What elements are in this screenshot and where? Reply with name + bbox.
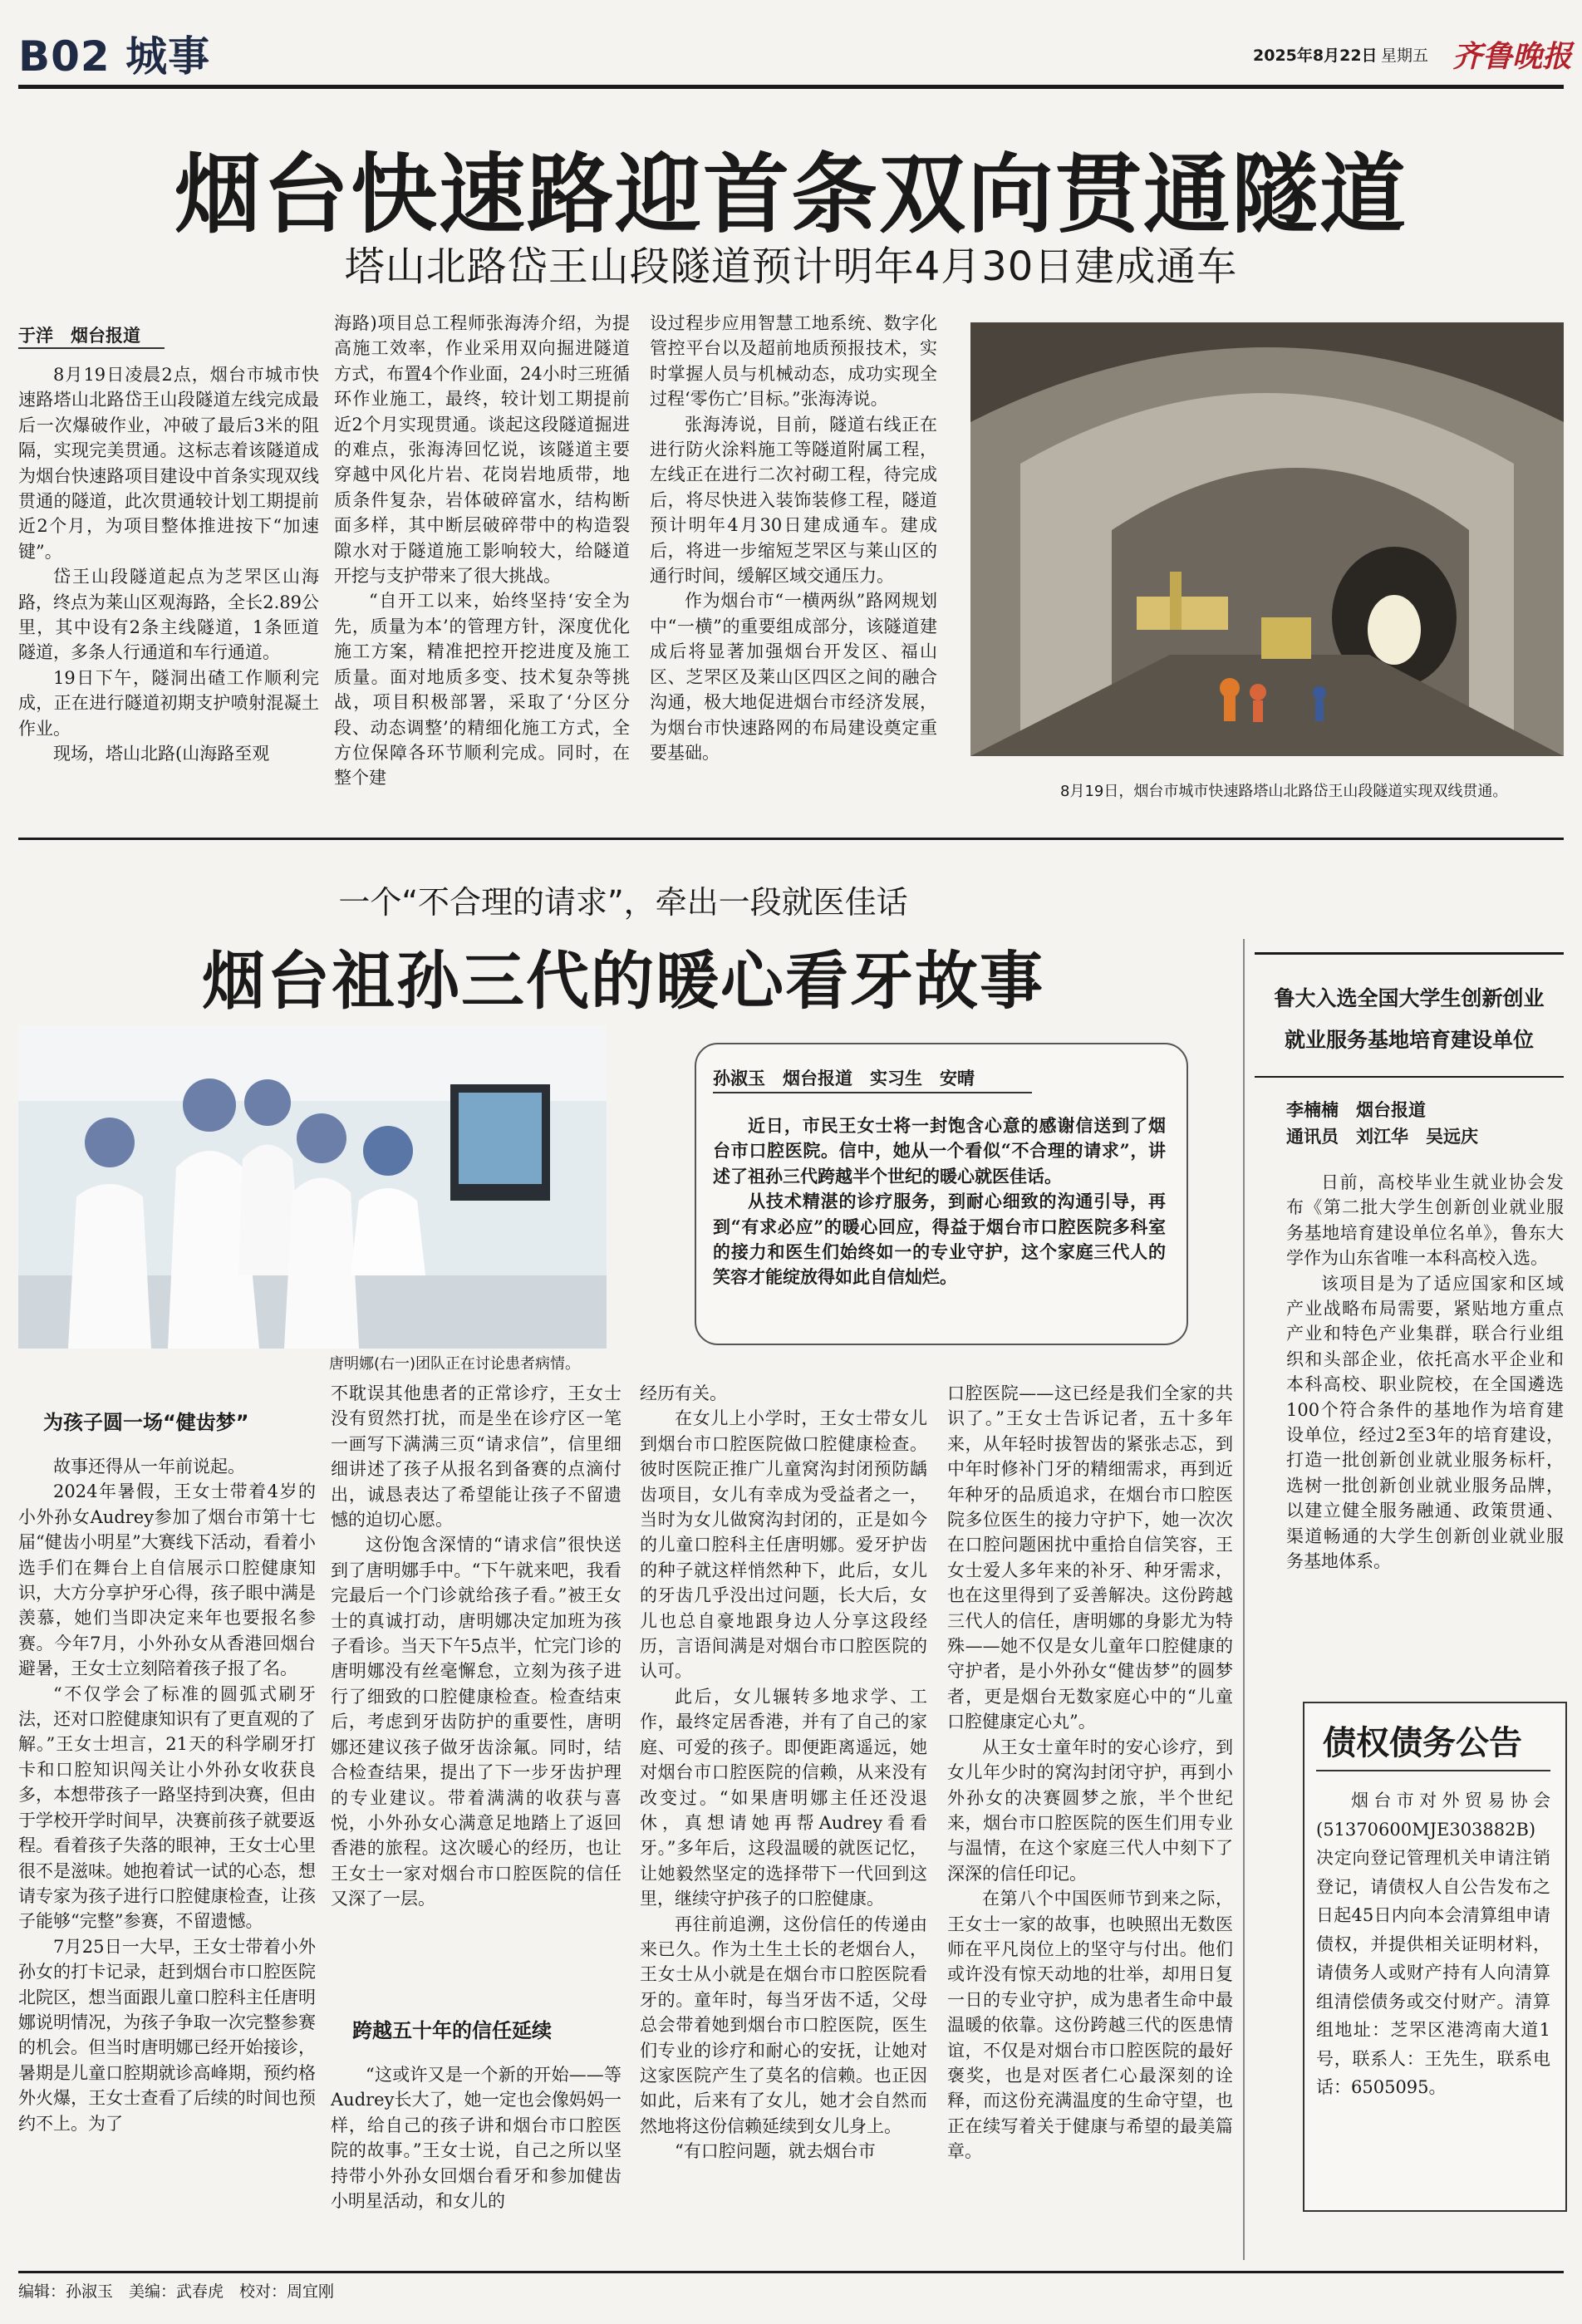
story1-byline: 于洋 烟台报道 [18,326,140,346]
paragraph: “有口腔问题，就去烟台市 [675,2141,876,2162]
sidebar-byline: 李楠楠 烟台报道 [1286,1100,1426,1120]
notice-title: 债权债务公告 [1323,1724,1522,1762]
sidebar-body [1286,1170,1564,1575]
section-divider [18,838,1564,840]
notice-rule [1316,1770,1550,1771]
paragraph: “这或许又是一个新的开始——等Audrey长大了，她一定也会像妈妈一样，给自己的孩子讲和烟台市口腔医院的故事。”王女士说，自己之所以坚持带小外孙女回烟台看牙和参加健齿小明星活动，和女儿的 [331,2065,622,2212]
sidebar-rule [1255,952,1564,955]
story1-column-3 [650,311,937,765]
story2-column-2 [331,1381,622,1912]
paragraph: 日前，高校毕业生就业协会发布《第二批大学生创新创业就业服务基地培育建设单位名单》，鲁东大学作为山东省唯一本科高校入选。 [1286,1172,1564,1269]
story2-column-2b [331,2062,622,2213]
notice-body [1316,1786,1550,2102]
tunnel-photo [970,322,1564,756]
paragraph: 从技术精湛的诊疗服务，到耐心细致的沟通引导，再到“有求必应”的暖心回应，得益于烟台市口腔医院多科室的接力和医生们始终如一的专业守护，这个家庭三代人的笑容才能绽放得如此自信灿烂。 [713,1191,1166,1288]
paragraph: 7月25日一大早，王女士带着小外孙女的打卡记录，赶到烟台市口腔医院北院区，想当面跟儿童口腔科主任唐明娜说明情况，为孩子争取一次完整参赛的机会。但当时唐明娜已经开始接诊，暑期是儿童口腔期就诊高峰期，预约格外火爆，王女士查看了后续的时间也预约不上。为了 [18,1936,316,2134]
paragraph: 此后，女儿辗转多地求学、工作，最终定居香港，并有了自己的家庭、可爱的孩子。即便距离遥远，她对烟台市口腔医院的信赖，从来没有改变过。“如果唐明娜主任还没退休，真想请她再帮Audrey看看牙。”多年后，这段温暖的就医记忆，让她毅然坚定的选择带下一代回到这里，继续守护孩子的口腔健康。 [640,1686,927,1909]
story2-column-3 [640,1381,927,2164]
newspaper-logo: 齐鲁晚报 [1452,39,1573,74]
masthead-rule [18,85,1564,89]
paragraph: 这份饱含深情的“请求信”很快送到了唐明娜手中。“下午就来吧，我看完最后一个门诊就给孩子看。”被王女士的真诚打动，唐明娜决定加班为孩子看诊。当天下午5点半，忙完门诊的唐明娜没有丝毫懈怠，立刻为孩子进行了细致的口腔健康检查。检查结束后，考虑到牙齿防护的重要性，唐明娜还建议孩子做牙齿涂氟。同时，结合检查结果，提出了下一步牙齿护理的专业建议。带着满满的收获与喜悦，小外孙女心满意足地踏上了返回香港的旅程。这次暖心的经历，也让王女士一家对烟台市口腔医院的信任又深了一层。 [331,1535,622,1909]
page-credits: 编辑：孙淑玉 美编：武春虎 校对：周宜刚 [18,2282,335,2301]
paragraph: 近日，市民王女士将一封饱含心意的感谢信送到了烟台市口腔医院。信中，她从一个看似“不合理的请求”，讲述了祖孙三代跨越半个世纪的暖心就医佳话。 [713,1115,1166,1187]
story1-column-1 [18,362,319,767]
footer-rule [18,2271,1564,2273]
issue-weekday: 星期五 [1381,47,1429,65]
paragraph: 19日下午，隧洞出碴工作顺利完成，正在进行隧道初期支护喷射混凝土作业。 [18,667,319,739]
paragraph: 设过程步应用智慧工地系统、数字化管控平台以及超前地质预报技术，实时掌握人员与机械动态，成功实现全过程‘零伤亡’目标。”张海涛说。 [650,313,937,410]
column-divider [1243,939,1245,2260]
doctors-photo-caption: 唐明娜(右一)团队正在讨论患者病情。 [329,1355,581,1373]
section-heading: 跨越五十年的信任延续 [352,2019,552,2042]
paragraph: 8月19日凌晨2点，烟台市城市快速路塔山北路岱王山段隧道左线完成最后一次爆破作业，冲破了最后3米的阻隔，实现完美贯通。这标志着该隧道成为烟台快速路项目建设中首条实现双线贯通的隧道，此次贯通较计划工期提前近2个月，为项目整体推进按下“加速键”。 [18,365,319,562]
story1-headline: 烟台快速路迎首条双向贯通隧道 [174,143,1408,245]
story2-kicker: 一个“不合理的请求”，牵出一段就医佳话 [338,884,908,921]
paragraph: 从王女士童年时的安心诊疗，到女儿年少时的窝沟封闭守护，再到小外孙女的决赛圆梦之旅，半个世纪来，烟台市口腔医院的医生们用专业与温情，在这个家庭三代人中刻下了深深的信任印记。 [947,1737,1233,1884]
doctors-photo [18,1026,607,1349]
page-section-label: B02 城事 [18,32,211,81]
byline-rule [713,1092,1032,1093]
paragraph: 不耽误其他患者的正常诊疗，王女士没有贸然打扰，而是坐在诊疗区一笔一画写下满满三页“请求信”，信里细细讲述了孩子从报名到备赛的点滴付出，诚恳表达了希望能让孩子不留遗憾的迫切心愿。 [331,1383,622,1530]
story2-headline: 烟台祖孙三代的暖心看牙故事 [202,944,1044,1018]
paragraph: 在第八个中国医师节到来之际，王女士一家的故事，也映照出无数医师在平凡岗位上的坚守与付出。他们或许没有惊天动地的壮举，却用日复一日的专业守护，成为患者生命中最温暖的依靠。这份跨越三代的医患情谊，不仅是对烟台市口腔医院的最好褒奖，也是对医者仁心最深刻的诠释，而这份充满温度的生命守望，也正在续写着关于健康与希望的最美篇章。 [947,1889,1233,2162]
sidebar-headline-line2: 就业服务基地培育建设单位 [1284,1028,1534,1052]
paragraph: 岱王山段隧道起点为芝罘区山海路，终点为莱山区观海路，全长2.89公里，其中设有2条主线隧道，1条匝道隧道，多条人行通道和车行通道。 [18,567,319,663]
byline-rule [18,347,165,349]
issue-date: 2025年8月22日 [1253,47,1378,65]
paragraph: 张海涛说，目前，隧道右线正在进行防火涂料施工等隧道附属工程，左线正在进行二次衬砌工程，待完成后，将尽快进入装饰装修工程，隧道预计明年4月30日建成通车。建成后，将进一步缩短芝罘区与莱山区的通行时间，缓解区域交通压力。 [650,414,937,587]
story2-byline: 孙淑玉 烟台报道 实习生 安晴 [713,1069,975,1088]
story1-subheadline: 塔山北路岱王山段隧道预计明年4月30日建成通车 [344,243,1238,290]
paragraph: 口腔医院——这已经是我们全家的共识了。”王女士告诉记者，五十多年来，从年轻时拔智齿的紧张忐忑，到中年时修补门牙的精细需求，再到近年种牙的品质追求，在烟台市口腔医院多位医生的接力守护下，她一次次在口腔问题困扰中重拾自信笑容，王女士爱人多年来的补牙、种牙需求，也在这里得到了妥善解决。这份跨越三代人的信任，唐明娜的身影尤为特殊——她不仅是女儿童年口腔健康的守护者，是小外孙女“健齿梦”的圆梦者，更是烟台无数家庭心中的“儿童口腔健康定心丸”。 [947,1383,1233,1732]
story1-column-2 [334,311,630,791]
sidebar-byline: 通讯员 刘江华 吴远庆 [1286,1127,1478,1147]
paragraph: 2024年暑假，王女士带着4岁的小外孙女Audrey参加了烟台市第十七届“健齿小明星”大赛线下活动，看着小选手们在舞台上自信展示口腔健康知识，大方分享护牙心得，孩子眼中满是羡慕，她们当即决定来年也要报名参赛。今年7月，小外孙女从香港回烟台避暑，王女士立刻陪着孩子报了名。 [18,1481,316,1679]
paragraph: “自开工以来，始终坚持‘安全为先，质量为本’的管理方针，深度优化施工方案，精准把控开挖进度及施工质量。面对地质多变、技术复杂等挑战，项目积极部署，采取了‘分区分段、动态调整’的精细化施工方式，全方位保障各环节顺利完成。同时，在整个建 [334,591,630,789]
paragraph: 再往前追溯，这份信任的传递由来已久。作为土生土长的老烟台人，王女士从小就是在烟台市口腔医院看牙的。童年时，每当牙齿不适，父母总会带着她到烟台市口腔医院，医生们专业的诊疗和耐心的安抚，让她对这家医院产生了莫名的信赖。也正因如此，后来有了女儿，她才会自然而然地将这份信赖延续到女儿身上。 [640,1914,927,2136]
paragraph: 故事还得从一年前说起。 [53,1457,245,1476]
paragraph: 该项目是为了适应国家和区域产业战略布局需要，紧贴地方重点产业和特色产业集群，联合行业组织和头部企业，依托高水平企业和本科高校、职业院校，在全国遴选100个符合条件的基地作为培育建设单位，经过2至3年的培育建设，打造一批创新创业就业服务标杆，选树一批创新创业就业服务品牌，以建立健全服务融通、政策贯通、渠道畅通的大学生创新创业就业服务基地体系。 [1286,1273,1564,1572]
paragraph: 经历有关。 [640,1383,727,1403]
sidebar-rule [1255,1076,1564,1078]
story2-intro [713,1113,1166,1290]
paragraph: 在女儿上小学时，王女士带女儿到烟台市口腔医院做口腔健康检查。彼时医院正推广儿童窝沟封闭预防龋齿项目，女儿有幸成为受益者之一，当时为女儿做窝沟封闭的，正是如今的儿童口腔科主任唐明娜。爱牙护齿的种子就这样悄然种下，此后，女儿的牙齿几乎没出过问题，长大后，女儿也总自豪地跟身边人分享这段经历，言语间满是对烟台市口腔医院的认可。 [640,1408,927,1682]
tunnel-photo-caption: 8月19日，烟台市城市快速路塔山北路岱王山段隧道实现双线贯通。 [1060,783,1508,800]
story2-column-4 [947,1381,1233,2164]
paragraph: 海路)项目总工程师张海涛介绍，为提高施工效率，作业采用双向掘进隧道方式，布置4个作业面，24小时三班循环作业施工，最终，较计划工期提前近2个月实现贯通。谈起这段隧道掘进的难点，张海涛回忆说，该隧道主要穿越中风化片岩、花岗岩地质带，地质条件复杂，岩体破碎富水，结构断面多样，其中断层破碎带中的构造裂隙水对于隧道施工影响较大，给隧道开挖与支护带来了很大挑战。 [334,313,630,587]
paragraph: 现场，塔山北路(山海路至观 [53,744,270,764]
paragraph: 烟台市对外贸易协会(51370600MJE303882B)决定向登记管理机关申请注销登记，请债权人自公告发布之日起45日内向本会清算组申请债权，并提供相关证明材料，请债务人或财产持有人向清算组清偿债务或交付财产。清算组地址：芝罘区港湾南大道1号，联系人：王先生，联系电话：6505095。 [1316,1791,1550,2097]
paragraph: 作为烟台市“一横两纵”路网规划中“一横”的重要组成部分，该隧道建成后将显著加强烟台开发区、福山区、芝罘区及莱山区四区之间的融合沟通，极大地促进烟台市经济发展，为烟台市快速路网的布局建设奠定重要基础。 [650,591,937,763]
story2-column-1 [18,1454,316,2136]
section-heading: 为孩子圆一场“健齿梦” [43,1411,249,1434]
sidebar-headline-line1: 鲁大入选全国大学生创新创业 [1274,986,1545,1010]
paragraph: “不仅学会了标准的圆弧式刷牙法，还对口腔健康知识有了更直观的了解。”王女士坦言，21天的科学刷牙打卡和口腔知识闯关让小外孙女收获良多，本想带孩子一路坚持到决赛，但由于学校开学时间早，决赛前孩子就要返程。看着孩子失落的眼神，王女士心里很不是滋味。她抱着试一试的心态，想请专家为孩子进行口腔健康检查，让孩子能够“完整”参赛，不留遗憾。 [18,1683,316,1932]
